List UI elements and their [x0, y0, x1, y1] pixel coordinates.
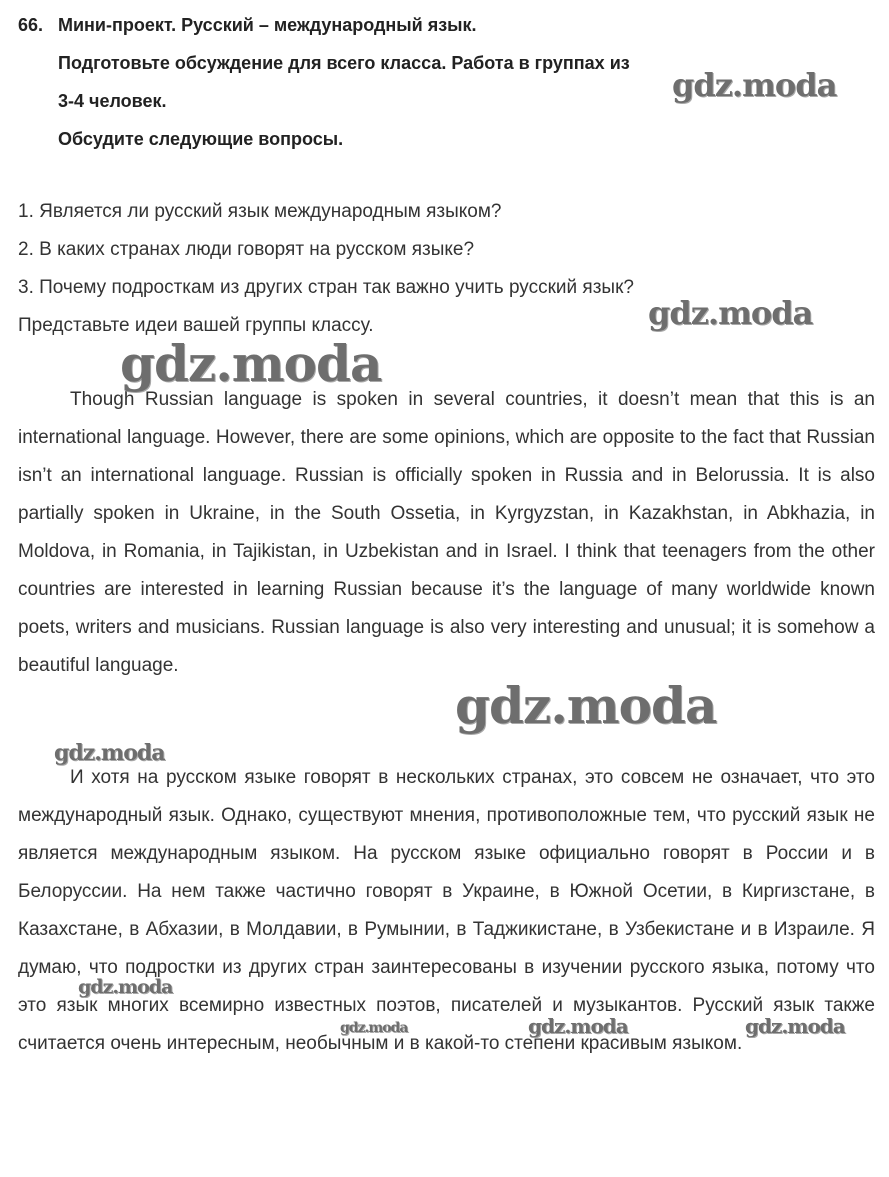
- watermark: gdz.moda: [78, 976, 173, 998]
- watermark: gdz.moda: [455, 676, 717, 735]
- watermark: gdz.moda: [340, 1020, 408, 1036]
- task-header: [18, 6, 878, 158]
- watermark: gdz.moda: [672, 66, 837, 104]
- task-number: 66.: [18, 15, 44, 35]
- answer-english: Though Russian language is spoken in several countries, it doesn’t mean that this is an international language. However, there are some opinions, which are opposite to the fact that Russian isn’t an international language. Russian is officially spoken in Russia and in Belorussia. It is also partially spoken in Ukraine, in the South Ossetia, in Kyrgyzstan, in Kazakhstan, in Abkhazia, in Moldova, in Romania, in Tajikistan, in Uzbekistan and in Israel. I think that teenagers from the other countries are interested in learning Russian because it’s the language of many worldwide known poets, writers and musicians. Russian language is also very interesting and unusual; it is somehow a beautiful language.: [18, 389, 875, 676]
- question-item: 2. В каких странах люди говорят на русском языке?: [18, 239, 475, 260]
- question-footer: Представьте идеи вашей группы классу.: [18, 315, 374, 336]
- watermark: gdz.moda: [120, 334, 382, 393]
- task-instruction-cont: 3-4 человек.: [58, 91, 167, 111]
- watermark: gdz.moda: [648, 294, 813, 332]
- question-item: 3. Почему подросткам из других стран так важно учить русский язык?: [18, 277, 634, 298]
- task-title: Мини-проект. Русский – международный язык.: [58, 15, 477, 35]
- task-instruction: Подготовьте обсуждение для всего класса. Работа в группах из: [58, 53, 630, 73]
- watermark: gdz.moda: [528, 1014, 628, 1038]
- question-item: 1. Является ли русский язык международным языком?: [18, 201, 502, 222]
- watermark: gdz.moda: [54, 740, 165, 766]
- watermark: gdz.moda: [745, 1014, 845, 1038]
- question-list: [18, 193, 878, 345]
- task-discuss: Обсудите следующие вопросы.: [58, 129, 344, 149]
- answer-russian: И хотя на русском языке говорят в нескольких странах, это совсем не означает, что это международный язык. Однако, существуют мнения, противоположные тем, что русский язык не является международным языком. На русском языке официально говорят в России и в Белоруссии. На нем также частично говорят в Украине, в Южной Осетии, в Киргизстане, в Казахстане, в Абхазии, в Молдавии, в Румынии, в Таджикистане, в Узбекистане и в Израиле. Я думаю, что подростки из других стран заинтересованы в изучении русского языка, потому что это язык многих всемирно известных поэтов, писателей и музыкантов. Русский язык также считается очень интересным, необычным и в какой-то степени красивым языком.: [18, 767, 875, 1054]
